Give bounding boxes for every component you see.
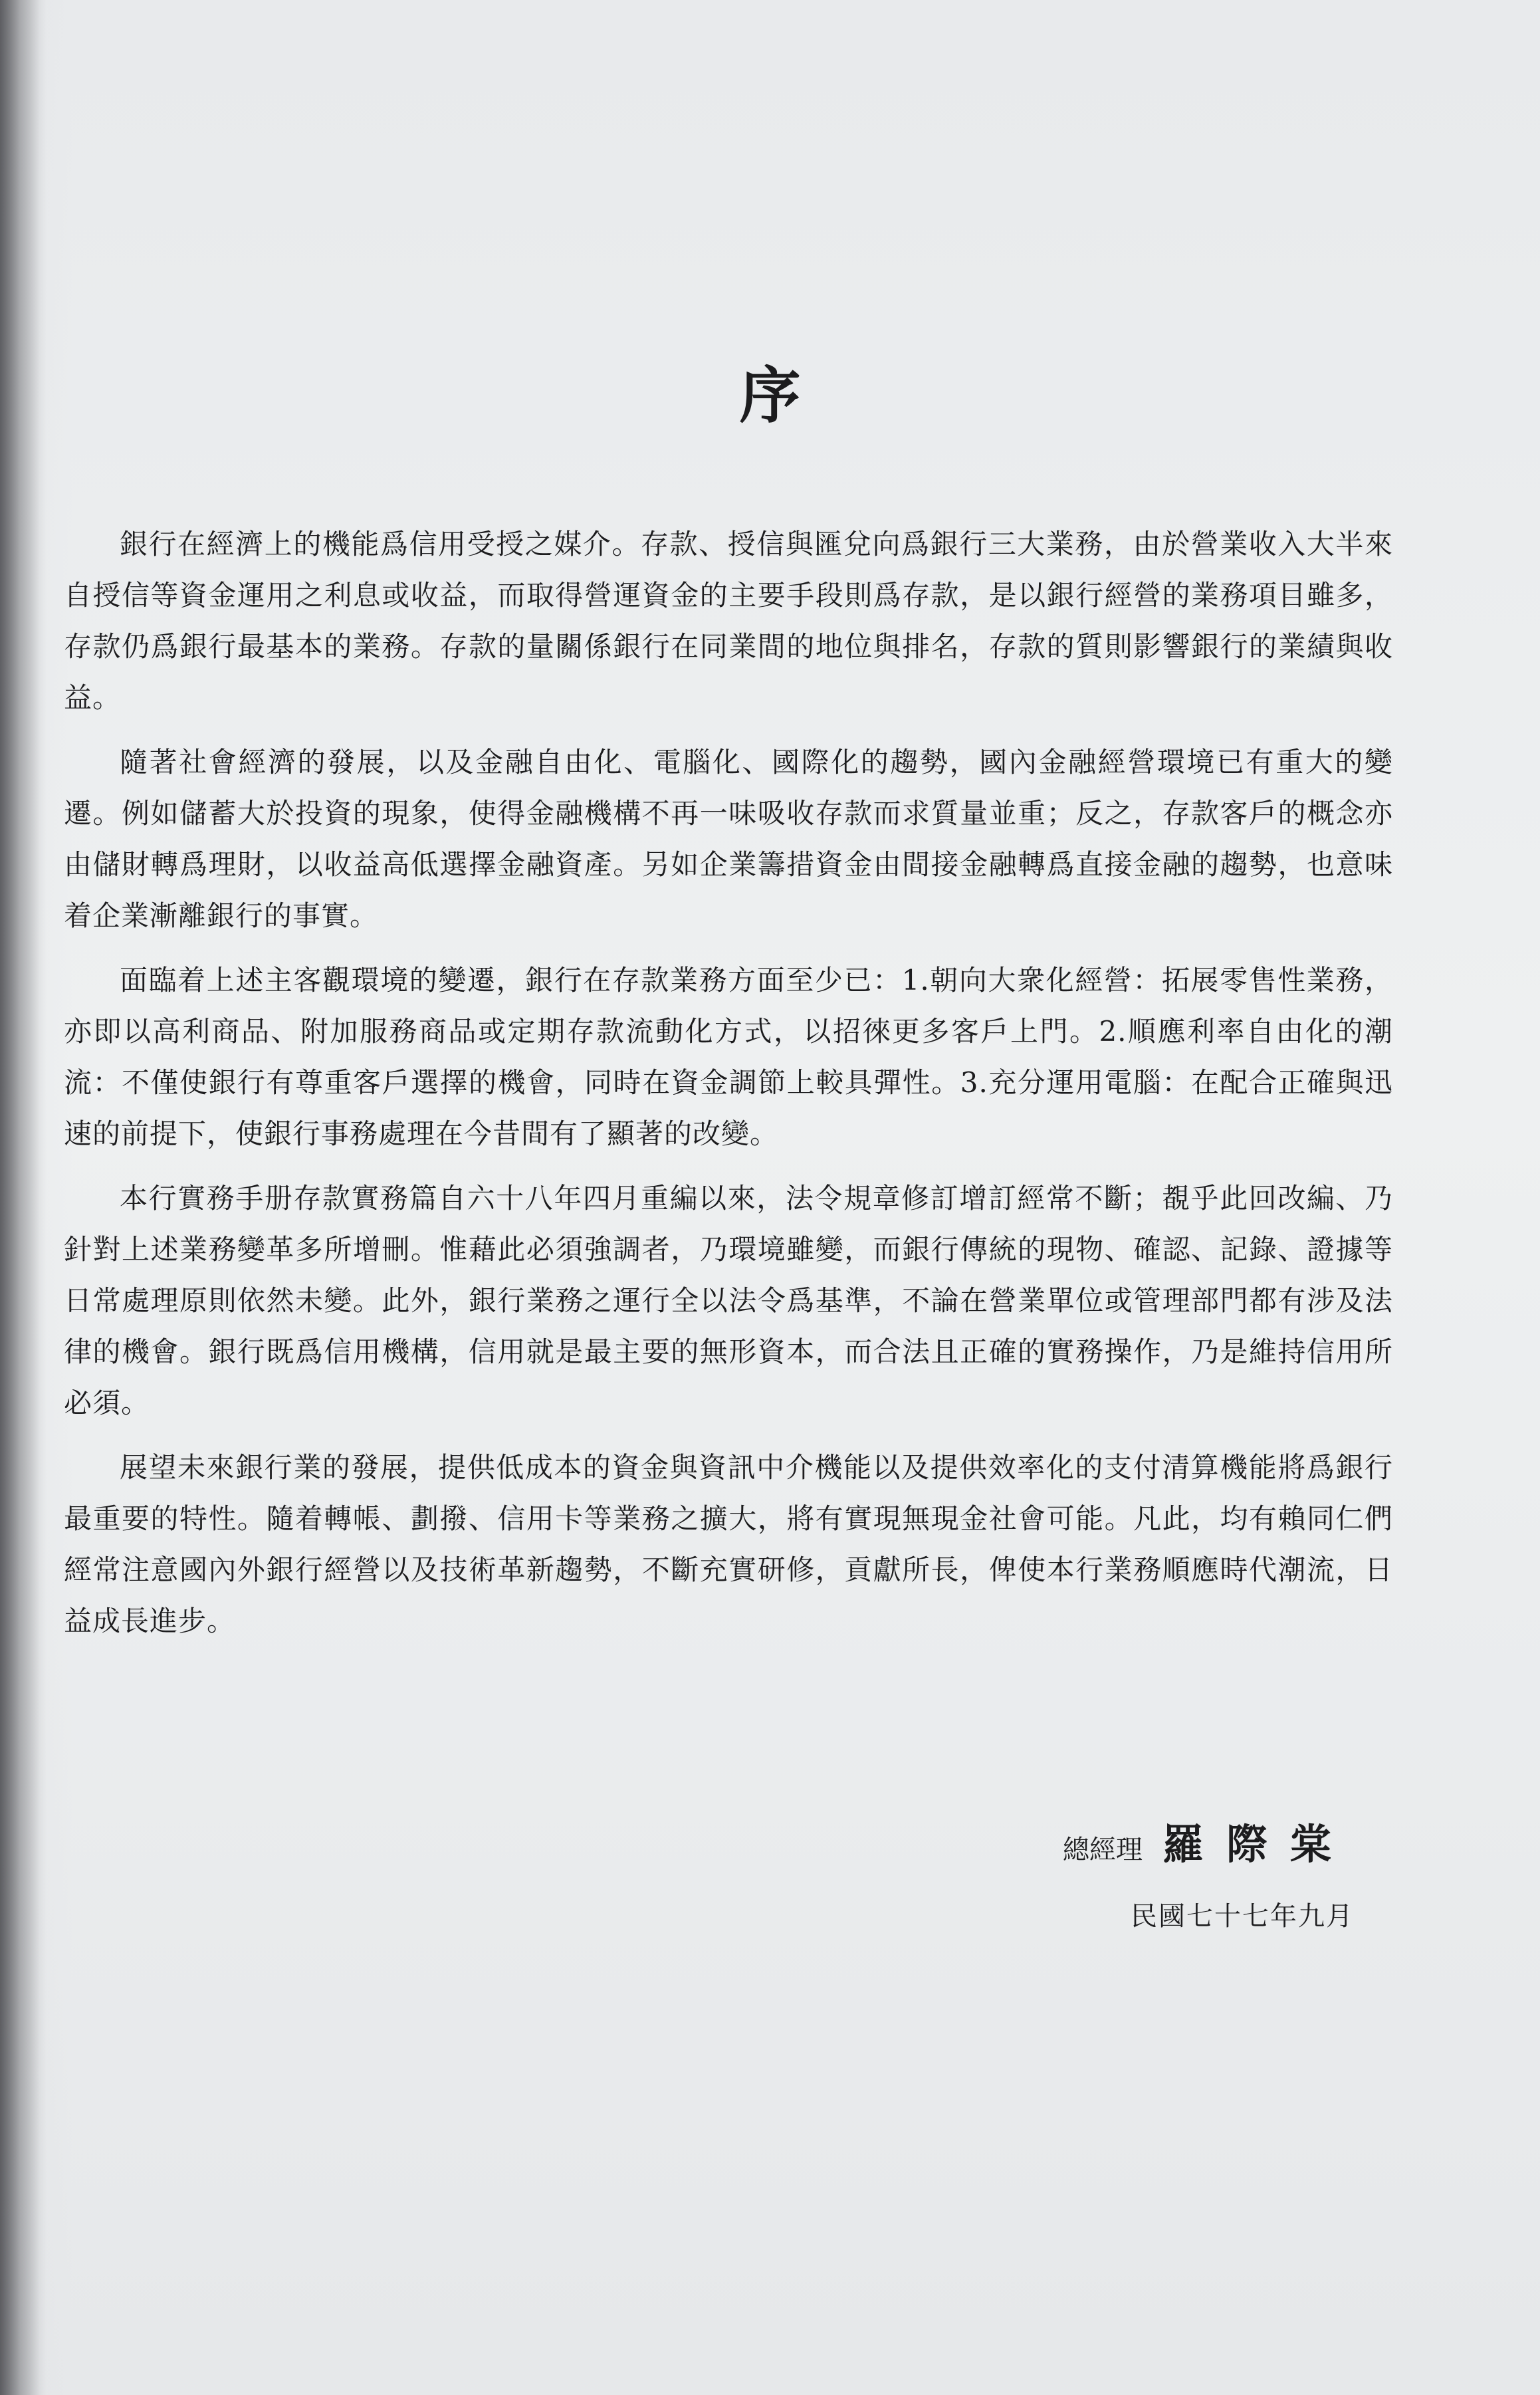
paragraph-3: 面臨着上述主客觀環境的變遷，銀行在存款業務方面至少已：1.朝向大衆化經營：拓展零售性業務，亦即以高利商品、附加服務商品或定期存款流動化方式，以招徠更多客戶上門。2.順應利率自由化的潮流：不僅使銀行有尊重客戶選擇的機會，同時在資金調節上較具彈性。3.充分運用電腦：在配合正確與迅速的前提下，使銀行事務處理在今昔間有了顯著的改變。 <box>64 964 1393 1150</box>
preface-body <box>64 518 1393 1660</box>
paragraph-1: 銀行在經濟上的機能爲信用受授之媒介。存款、授信與匯兌向爲銀行三大業務，由於營業收入大半來自授信等資金運用之利息或收益，而取得營運資金的主要手段則爲存款，是以銀行經營的業務項目雖多，存款仍爲銀行最基本的業務。存款的量關係銀行在同業間的地位與排名，存款的質則影響銀行的業績與收益。 <box>64 528 1393 714</box>
paragraph-5: 展望未來銀行業的發展，提供低成本的資金與資訊中介機能以及提供效率化的支付清算機能將爲銀行最重要的特性。隨着轉帳、劃撥、信用卡等業務之擴大，將有實現無現金社會可能。凡此，均有賴同仁們經常注意國內外銀行經營以及技術革新趨勢，不斷充實研修，貢獻所長，俾使本行業務順應時代潮流，日益成長進步。 <box>64 1451 1393 1637</box>
paragraph-4: 本行實務手册存款實務篇自六十八年四月重編以來，法令規章修訂增訂經常不斷；覩乎此回改編、乃針對上述業務變革多所增刪。惟藉此必須強調者，乃環境雖變，而銀行傳統的現物、確認、記錄、證據等日常處理原則依然未變。此外，銀行業務之運行全以法令爲基準，不論在營業單位或管理部門都有涉及法律的機會。銀行既爲信用機構，信用就是最主要的無形資本，而合法且正確的實務操作，乃是維持信用所必須。 <box>64 1182 1393 1419</box>
page-title: 序 <box>739 360 801 431</box>
signer-name: 羅際棠 <box>1162 1820 1354 1869</box>
signature-date: 民國七十七年九月 <box>1131 1901 1354 1932</box>
signature-block <box>1062 1820 1354 1936</box>
signature-line <box>1062 1820 1354 1870</box>
paragraph-2: 隨著社會經濟的發展，以及金融自由化、電腦化、國際化的趨勢，國內金融經營環境已有重大的變遷。例如儲蓄大於投資的現象，使得金融機構不再一味吸收存款而求質量並重；反之，存款客戶的概念亦由儲財轉爲理財，以收益高低選擇金融資產。另如企業籌措資金由間接金融轉爲直接金融的趨勢，也意味着企業漸離銀行的事實。 <box>64 746 1393 932</box>
signer-role: 總經理 <box>1062 1835 1143 1865</box>
